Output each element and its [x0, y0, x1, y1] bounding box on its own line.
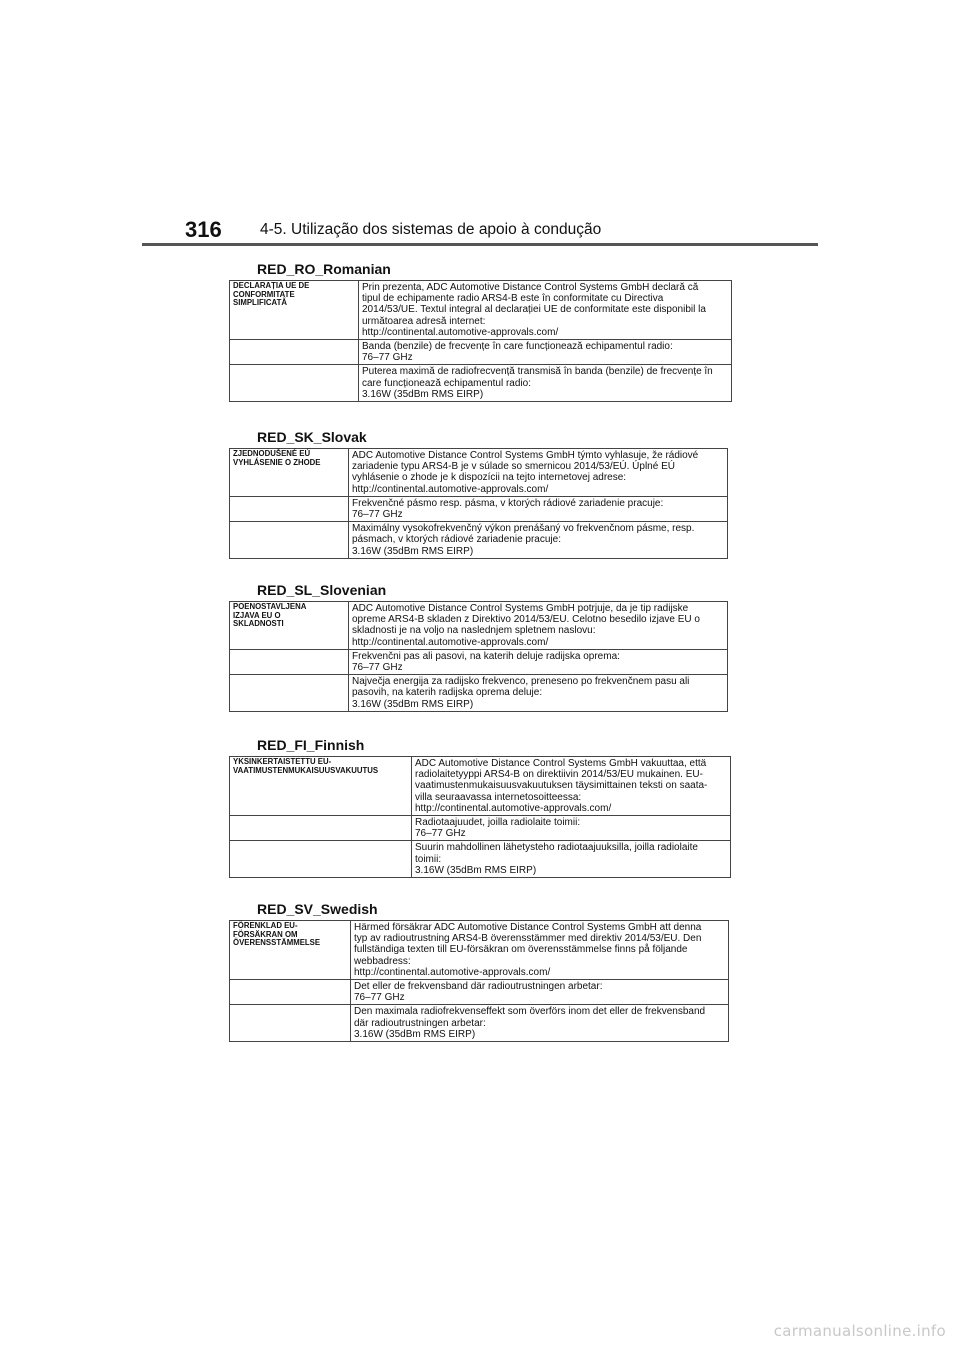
text-line: vaatimustenmukaisuusvakuutuksen täysimittainen teksti on saata-: [415, 780, 708, 792]
text-line: ADC Automotive Distance Control Systems GmbH vakuuttaa, että: [415, 758, 707, 769]
table-row: [230, 1005, 729, 1042]
row-text: [351, 1005, 729, 1042]
row-label: [230, 757, 412, 816]
chapter-title: 4-5. Utilização dos sistemas de apoio à condução: [260, 221, 602, 238]
row-text: [412, 757, 731, 816]
declaration-table: [229, 448, 728, 559]
label-line: DECLARAȚIA UE DE: [233, 281, 310, 290]
text-line: 2014/53/UE. Textul integral al declarației UE de conformitate este disponibil la: [362, 304, 706, 316]
text-line: 3.16W (35dBm RMS EIRP): [352, 698, 474, 710]
text-line: Suurin mahdollinen lähetysteho radiotaajuuksilla, joilla radiolaite: [415, 842, 698, 854]
row-label: [230, 980, 351, 1005]
row-label: [230, 340, 359, 365]
text-line: Den maximala radiofrekvenseffekt som överförs inom det eller de frekvensband: [354, 1006, 706, 1018]
row-label: [230, 496, 349, 521]
text-line: 76–77 GHz: [352, 509, 403, 521]
row-text: [351, 921, 729, 980]
row-label: [230, 365, 359, 402]
text-line: http://continental.automotive-approvals.com/: [415, 802, 612, 814]
text-line: 3.16W (35dBm RMS EIRP): [362, 388, 484, 400]
text-line: Največja energija za radijsko frekvenco, preneseno po frekvenčnem pasu ali: [352, 676, 690, 688]
section-title: RED_RO_Romanian: [257, 261, 391, 277]
text-line: Banda (benzile) de frecvențe în care funcționează echipamentul radio:: [362, 341, 673, 353]
table-row: [230, 675, 728, 712]
row-label: [230, 675, 349, 712]
text-line: typ av radioutrustning ARS4-B överensstämmer med direktiv 2014/53/EU. Den: [354, 933, 702, 945]
text-line: ADC Automotive Distance Control Systems GmbH potrjuje, da je tip radijske: [352, 603, 689, 614]
table-row: [230, 281, 732, 340]
table-row: [230, 340, 732, 365]
table-row: [230, 649, 728, 674]
row-text: [412, 841, 731, 878]
declaration-table: [229, 920, 729, 1042]
label-line: YKSINKERTAISTETTU EU-: [233, 757, 332, 766]
page-number: 316: [185, 217, 222, 242]
table-row: [230, 522, 728, 559]
text-line: 3.16W (35dBm RMS EIRP): [354, 1028, 476, 1040]
label-line: ZJEDNODUŠENÉ EÚ: [233, 449, 311, 458]
text-line: fullständiga texten till EU-försäkran om överensstämmelse finns på följande: [354, 944, 688, 956]
section-red-sv: [229, 901, 729, 1042]
table-row: [230, 496, 728, 521]
text-line: radiolaitetyyppi ARS4-B on direktiivin 2014/53/EU mukainen. EU-: [415, 769, 703, 781]
text-line: http://continental.automotive-approvals.com/: [354, 966, 551, 978]
section-red-ro: [229, 261, 732, 402]
text-line: opreme ARS4-B skladen z Direktivo 2014/53/EU. Celotno besedilo izjave EU o: [352, 614, 700, 626]
text-line: Det eller de frekvensband där radioutrustningen arbetar:: [354, 981, 603, 993]
text-line: Radiotaajuudet, joilla radiolaite toimii:: [415, 817, 581, 829]
declaration-table: [229, 601, 728, 712]
row-label: [230, 449, 349, 497]
section-red-sl: [229, 582, 728, 712]
label-line: SKLADNOSTI: [233, 619, 284, 629]
text-line: Frekvenčné pásmo resp. pásma, v ktorých rádiové zariadenie pracuje:: [352, 497, 664, 509]
section-title: RED_SK_Slovak: [257, 429, 367, 445]
text-line: 76–77 GHz: [362, 352, 413, 364]
label-line: FÖRENKLAD EU-: [233, 921, 298, 930]
label-line: ÖVERENSSTÄMMELSE: [233, 938, 321, 948]
table-row: [230, 841, 731, 878]
text-line: villa seuraavassa internetosoitteessa:: [415, 791, 582, 803]
section-title: RED_SV_Swedish: [257, 901, 378, 917]
label-line: CONFORMITATE: [233, 289, 295, 299]
label-line: VAATIMUSTENMUKAISUUSVAKUUTUS: [233, 765, 379, 775]
row-text: [351, 980, 729, 1005]
row-text: [349, 449, 728, 497]
text-line: 76–77 GHz: [354, 992, 405, 1004]
table-row: [230, 816, 731, 841]
text-line: Puterea maximă de radiofrecvență transmisă în banda (benzile) de frecvențe în: [362, 366, 713, 378]
row-text: [349, 496, 728, 521]
row-text: [359, 281, 732, 340]
row-text: [349, 675, 728, 712]
table-row: [230, 980, 729, 1005]
text-line: următoarea adresă internet:: [362, 315, 486, 327]
table-row: [230, 757, 731, 816]
text-line: 3.16W (35dBm RMS EIRP): [415, 864, 537, 876]
row-text: [349, 522, 728, 559]
row-label: [230, 841, 412, 878]
row-label: [230, 921, 351, 980]
table-row: [230, 365, 732, 402]
section-red-sk: [229, 429, 728, 559]
section-title: RED_SL_Slovenian: [257, 582, 387, 598]
declaration-table: [229, 756, 731, 878]
row-text: [359, 340, 732, 365]
text-line: 76–77 GHz: [415, 828, 466, 840]
row-label: [230, 816, 412, 841]
label-line: FÖRSÄKRAN OM: [233, 929, 298, 939]
text-line: där radioutrustningen arbetar:: [354, 1017, 486, 1029]
watermark: carmanualsonline.info: [773, 1322, 946, 1340]
text-line: ADC Automotive Distance Control Systems GmbH týmto vyhlasuje, že rádiové: [352, 450, 699, 461]
section-title: RED_FI_Finnish: [257, 737, 365, 753]
text-line: skladnosti je na voljo na naslednjem spletnem naslovu:: [352, 625, 596, 637]
row-label: [230, 649, 349, 674]
text-line: 76–77 GHz: [352, 662, 403, 674]
text-line: Prin prezenta, ADC Automotive Distance Control Systems GmbH declară că: [362, 282, 699, 293]
text-line: Frekvenčni pas ali pasovi, na katerih deluje radijska oprema:: [352, 650, 620, 662]
page-header: [142, 214, 818, 248]
text-line: http://continental.automotive-approvals.com/: [362, 326, 559, 338]
text-line: vyhlásenie o zhode je k dispozícii na tejto internetovej adrese:: [352, 472, 627, 484]
text-line: http://continental.automotive-approvals.com/: [352, 483, 549, 495]
text-line: 3.16W (35dBm RMS EIRP): [352, 545, 474, 557]
text-line: pásmach, v ktorých rádiové zariadenie pracuje:: [352, 534, 561, 546]
text-line: Maximálny vysokofrekvenčný výkon prenášaný vo frekvenčnom pásme, resp.: [352, 523, 695, 535]
label-line: IZJAVA EU O: [233, 610, 281, 620]
row-text: [412, 816, 731, 841]
text-line: Härmed försäkrar ADC Automotive Distance Control Systems GmbH att denna: [354, 922, 702, 933]
text-line: toimii:: [415, 853, 442, 865]
label-line: SIMPLIFICATĂ: [233, 298, 287, 308]
row-text: [349, 649, 728, 674]
declaration-table: [229, 280, 732, 402]
row-label: [230, 522, 349, 559]
text-line: http://continental.automotive-approvals.com/: [352, 636, 549, 648]
table-row: [230, 602, 728, 650]
text-line: tipul de echipamente radio ARS4-B este în conformitate cu Directiva: [362, 293, 664, 305]
table-row: [230, 449, 728, 497]
label-line: POENOSTAVLJENA: [233, 602, 307, 611]
text-line: zariadenie typu ARS4-B je v súlade so smernicou 2014/53/EÚ. Úplné EÚ: [352, 461, 675, 473]
header-rule: [142, 243, 818, 246]
section-red-fi: [229, 737, 731, 878]
label-line: VYHLÁSENIE O ZHODE: [233, 457, 321, 467]
text-line: pasovih, na katerih radijska oprema deluje:: [352, 687, 543, 699]
row-text: [349, 602, 728, 650]
row-label: [230, 1005, 351, 1042]
row-label: [230, 281, 359, 340]
table-row: [230, 921, 729, 980]
text-line: care funcționează echipamentul radio:: [362, 377, 531, 389]
row-text: [359, 365, 732, 402]
row-label: [230, 602, 349, 650]
text-line: webbadress:: [354, 955, 411, 967]
